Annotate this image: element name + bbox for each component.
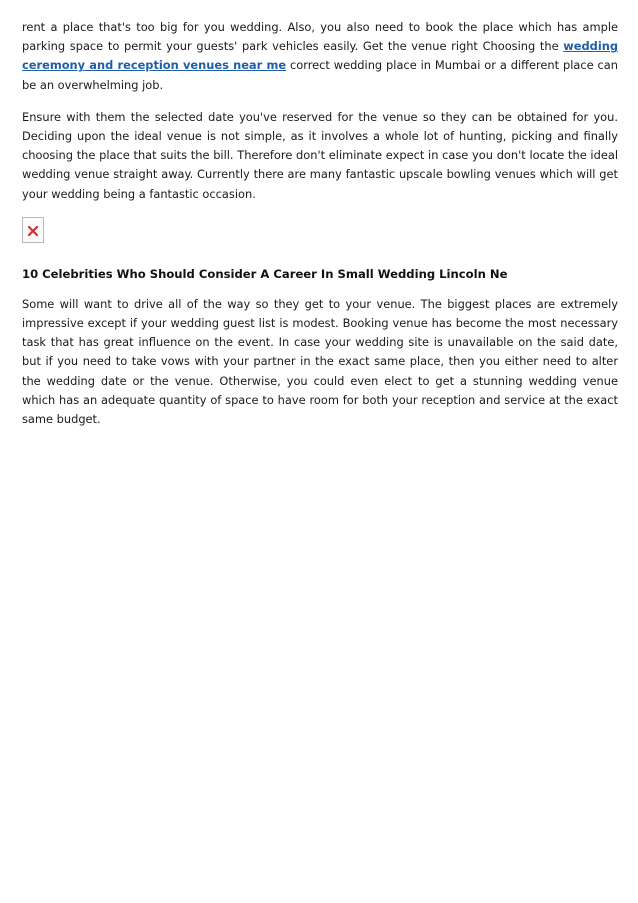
section-heading: 10 Celebrities Who Should Consider A Career In Small Wedding Lincoln Ne: [22, 266, 508, 281]
venues-link[interactable]: wedding ceremony and reception venues near me: [22, 39, 618, 73]
paragraph-1-text-end: correct wedding place in Mumbai or a different place can be an overwhelming job.: [22, 58, 618, 92]
document-page: [22, 18, 618, 442]
paragraph-1: [22, 18, 618, 95]
broken-image-icon: [27, 225, 39, 237]
paragraph-1-text-start: rent a place that's too big for you wedding. Also, you also need to book the place which has ample parking space to permit your guests' park vehicles easily. Get the venue right Choosing the: [22, 20, 618, 54]
paragraph-2: Ensure with them the selected date you've reserved for the venue so they can be obtained for you. Deciding upon the ideal venue is not simple, as it involves a whole lot of hunting, picking and finally choosing the place that suits the bill. Therefore don't eliminate expect in case you don't locate the ideal wedding venue straight away. Currently there are many fantastic upscale bowling venues which will get your wedding being a fantastic occasion.: [22, 109, 618, 201]
broken-image: [22, 217, 44, 243]
paragraph-3: Some will want to drive all of the way so they get to your venue. The biggest places are extremely impressive except if your wedding guest list is modest. Booking venue has become the most necessary task that has great influence on the event. In case your wedding site is unavailable on the said date, but if you need to take vows with your partner in the exact same place, then you either need to alter the wedding date or the venue. Otherwise, you could even elect to get a stunning wedding venue which has an adequate quantity of space to have room for both your reception and service at the exact same budget.: [22, 296, 618, 427]
